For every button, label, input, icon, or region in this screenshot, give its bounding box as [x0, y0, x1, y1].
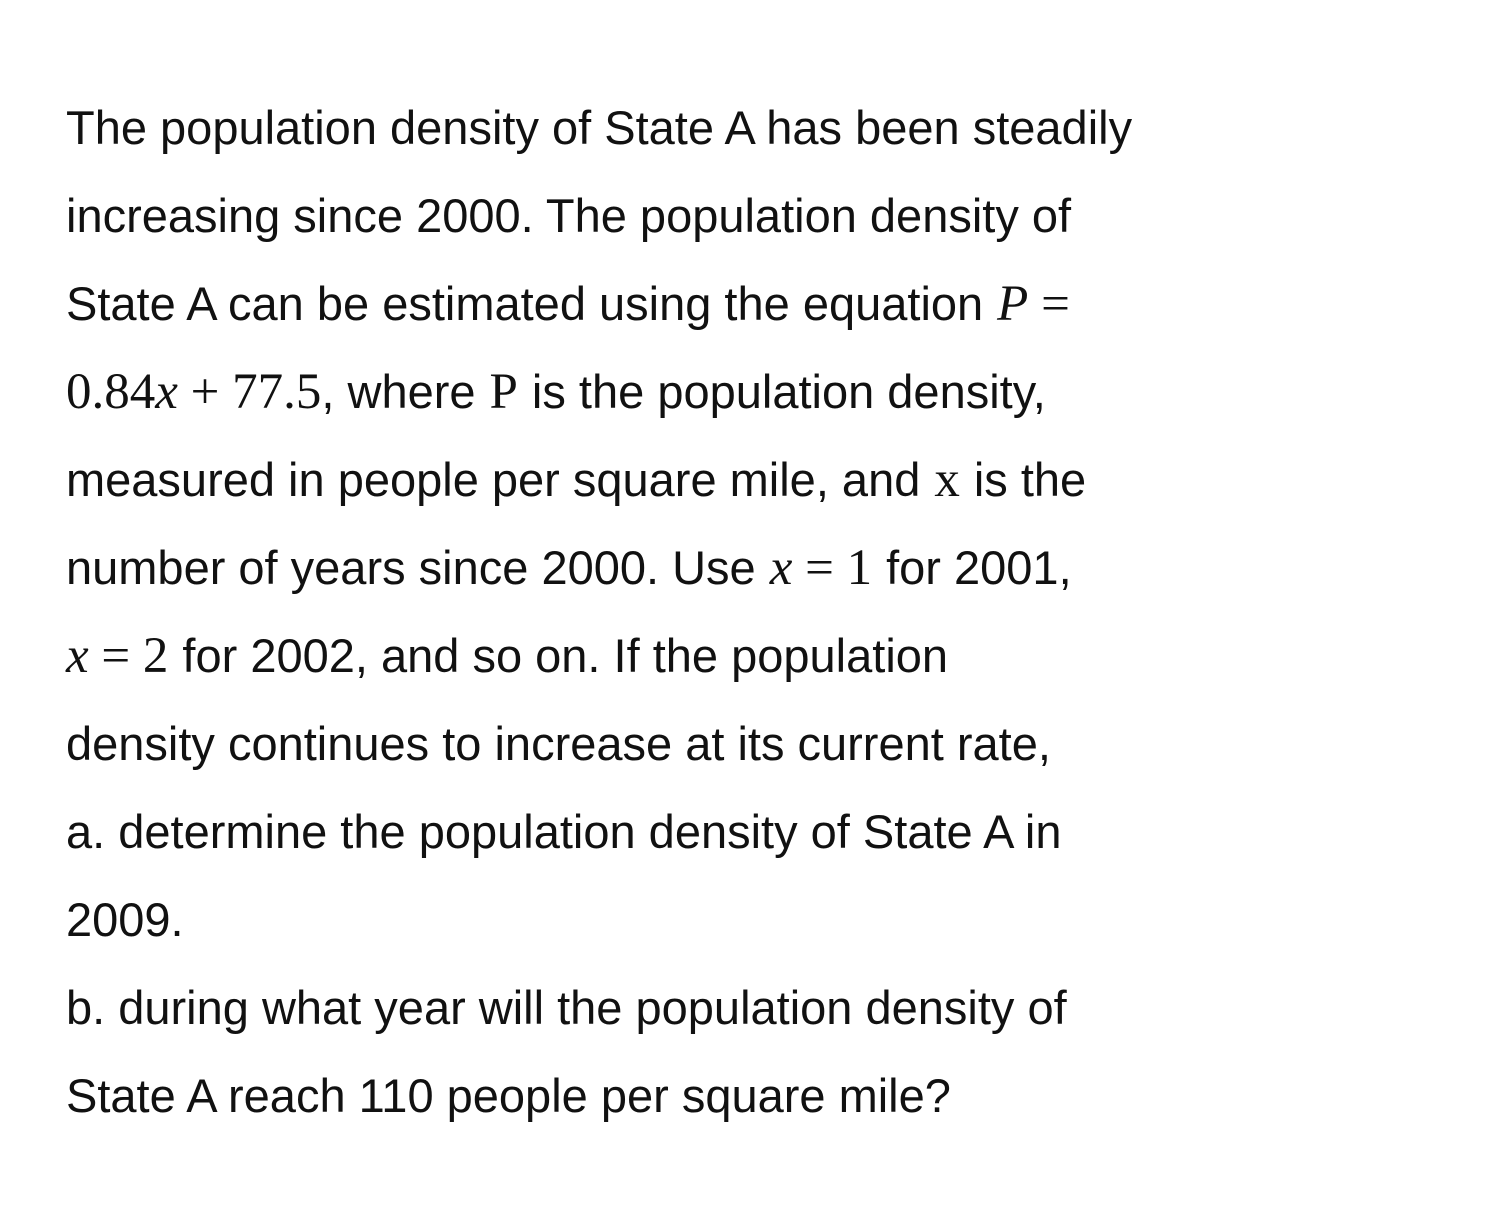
text-line — [66, 436, 1466, 524]
text-line — [66, 1052, 1466, 1140]
text-segment: State A reach 110 people per square mile? — [66, 1069, 951, 1122]
text-segment: for 2001, — [886, 541, 1072, 594]
text-segment: 2009. — [66, 893, 184, 946]
text-line — [66, 876, 1466, 964]
math-variable: P — [997, 276, 1029, 332]
text-line — [66, 260, 1466, 348]
text-segment: , where — [321, 365, 476, 418]
text-segment: number of years since 2000. Use — [66, 541, 756, 594]
text-segment: a. determine the population density of State A in — [66, 805, 1062, 858]
text-segment: measured in people per square mile, and — [66, 453, 921, 506]
text-segment: is the — [973, 453, 1087, 506]
text-line — [66, 612, 1466, 700]
text-segment: increasing since 2000. The population density of — [66, 189, 1072, 242]
text-line — [66, 84, 1466, 172]
text-line — [66, 700, 1466, 788]
math-variable: P — [489, 364, 518, 420]
text-line — [66, 524, 1466, 612]
math-expression — [997, 276, 1070, 332]
math-variable: x — [934, 452, 960, 508]
math-expression: x = 1 — [769, 540, 873, 596]
question-part-b — [66, 964, 1466, 1052]
text-segment: State A can be estimated using the equation — [66, 277, 984, 330]
question-part-a — [66, 788, 1466, 876]
math-expression: 0.84x + 77.5 — [66, 364, 322, 420]
text-line — [66, 172, 1466, 260]
text-segment: is the population density, — [531, 365, 1046, 418]
text-segment: density continues to increase at its current rate, — [66, 717, 1051, 770]
math-expression: x = 2 — [66, 628, 169, 684]
math-operator: = — [1028, 276, 1070, 332]
problem-text — [66, 84, 1466, 1140]
text-segment: b. during what year will the population density of — [66, 981, 1067, 1034]
text-line — [66, 348, 1466, 436]
text-segment: for 2002, and so on. If the population — [182, 629, 949, 682]
text-segment: The population density of State A has been steadily — [66, 101, 1133, 154]
